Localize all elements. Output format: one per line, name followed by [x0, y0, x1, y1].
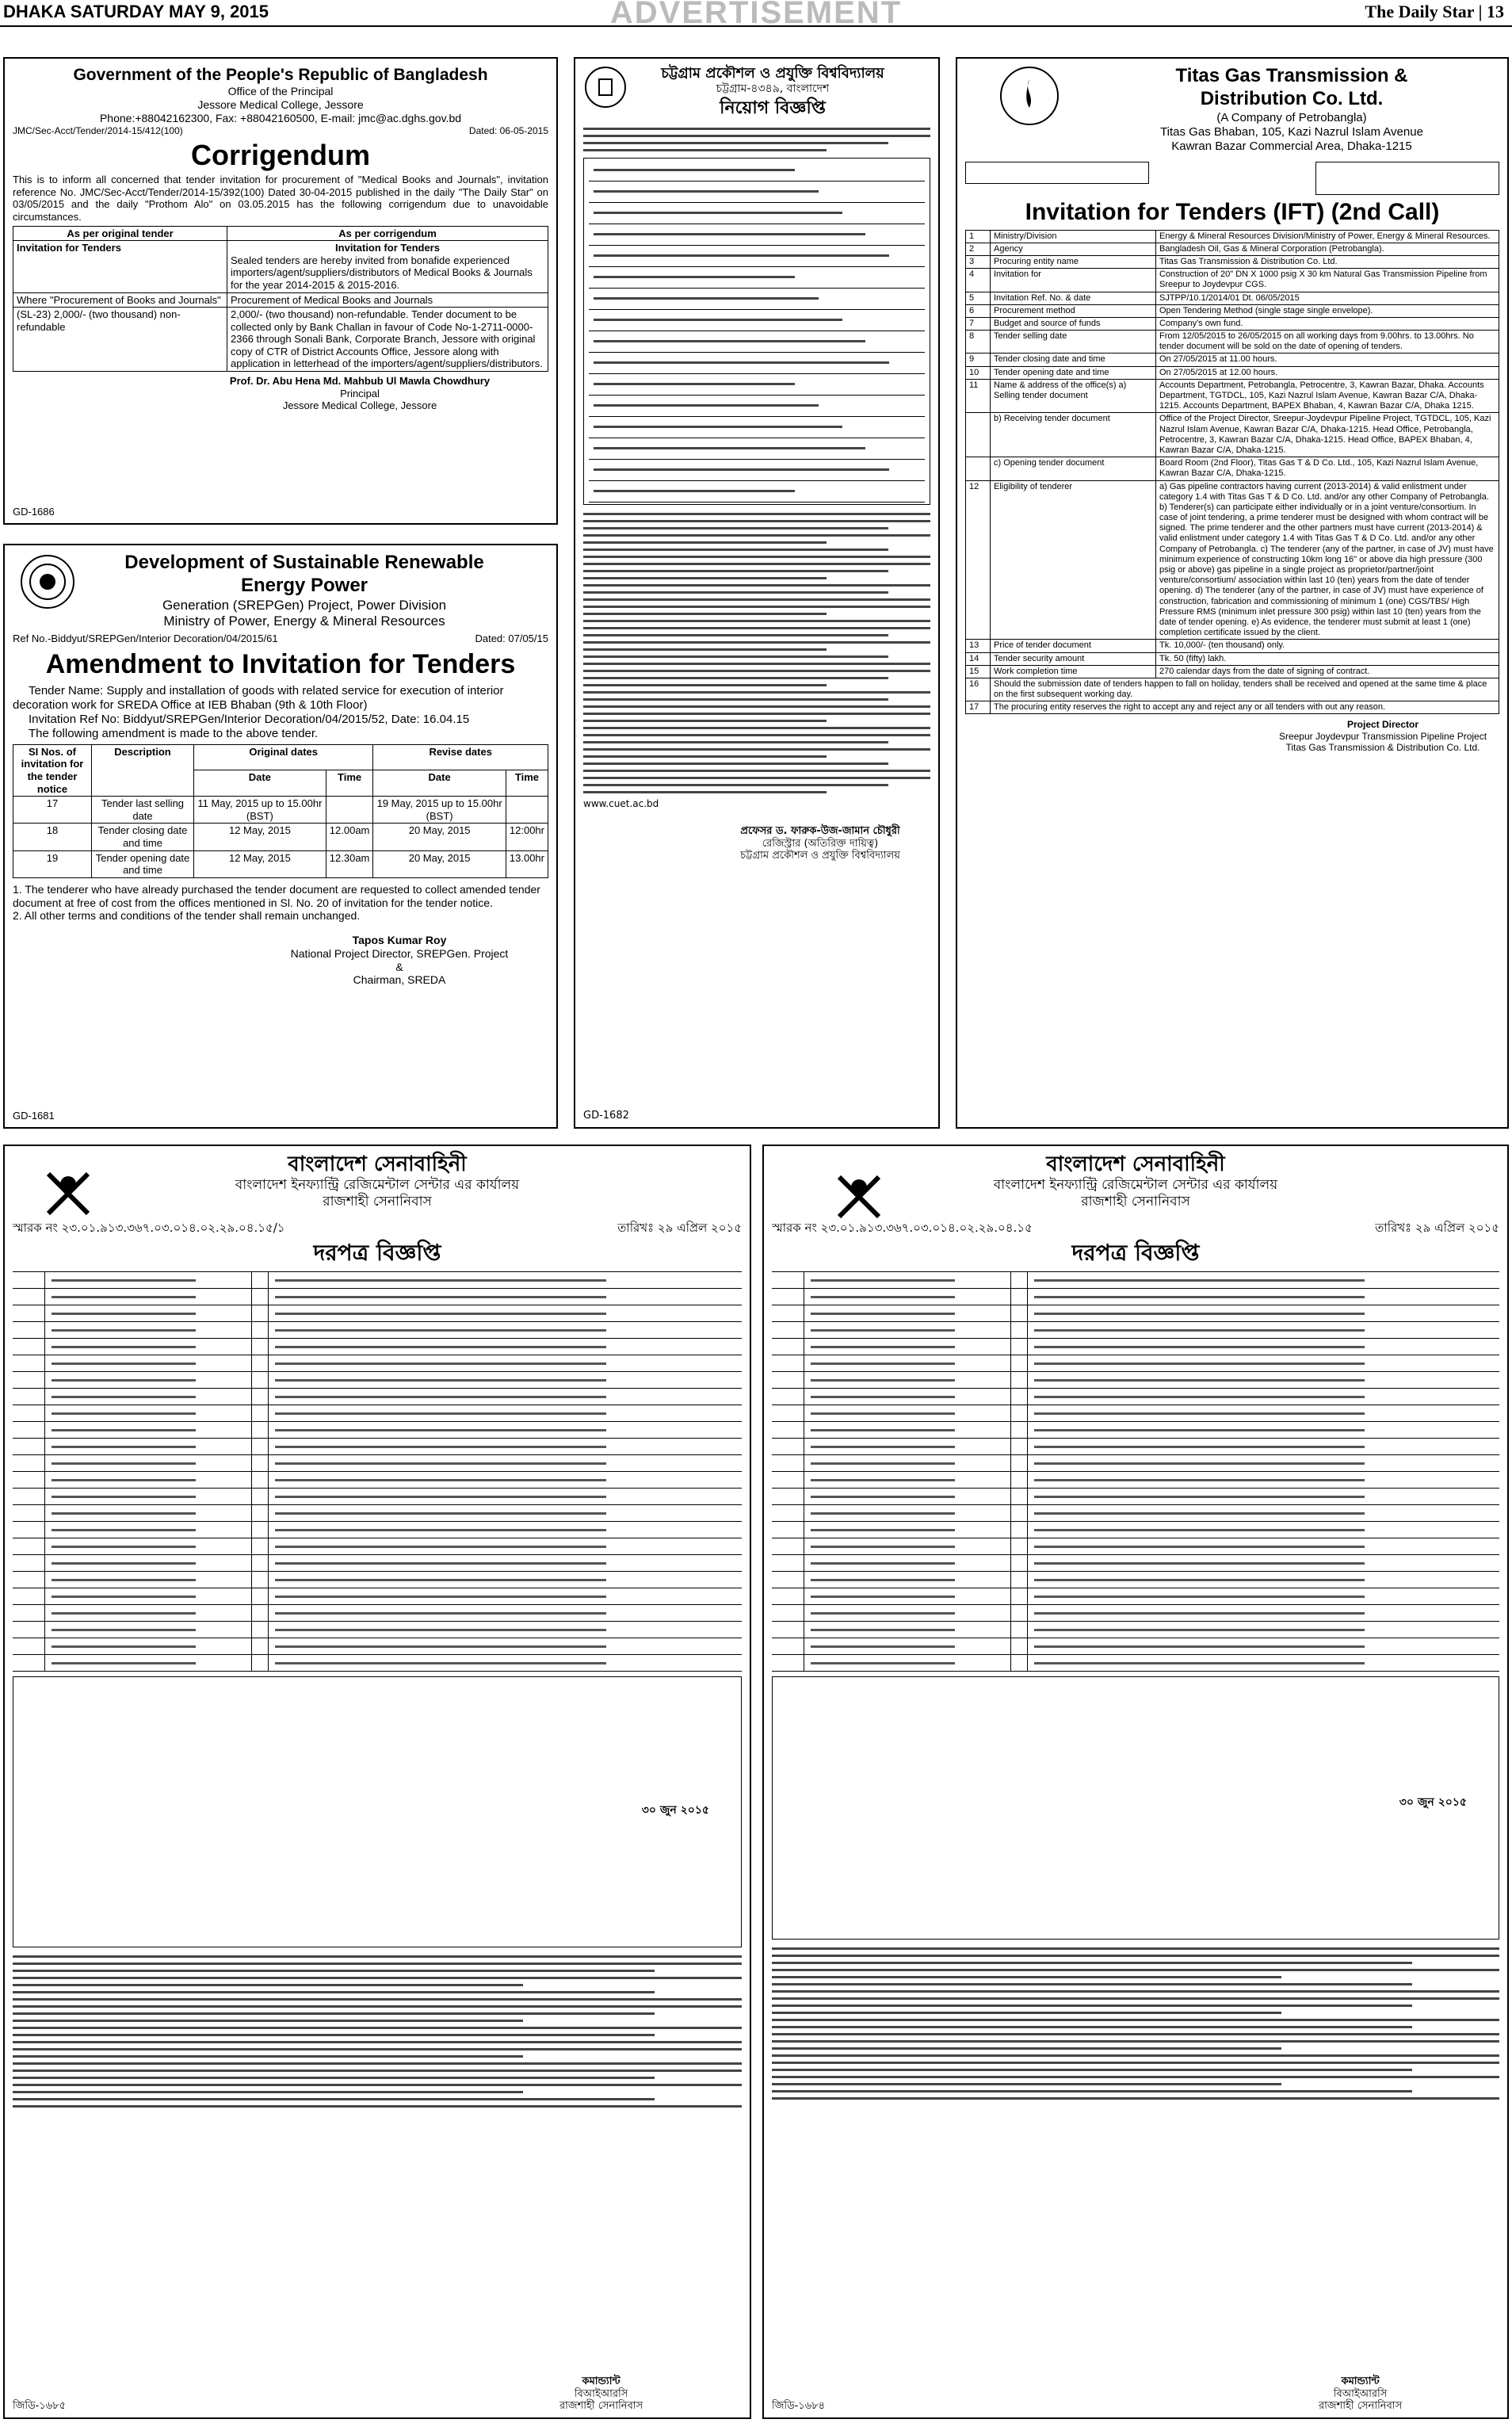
signatory-office: রাজশাহী সেনানিবাস — [1319, 2400, 1403, 2413]
table-cell: 270 calendar days from the date of signing of contract. — [1156, 665, 1499, 678]
table-cell: On 27/05/2015 at 11.00 hours. — [1156, 354, 1499, 366]
table-cell: 17 — [966, 701, 991, 714]
table-row — [772, 1638, 1499, 1655]
post-item — [589, 267, 925, 289]
university-logo-icon — [585, 67, 626, 108]
post-item — [589, 396, 925, 417]
table-row — [13, 1489, 742, 1505]
post-item — [589, 481, 925, 503]
table-cell: From 12/05/2015 to 26/05/2015 on all working days from 9.00hrs. to 13.00hrs. No tender document will be sold on the date of opening of tenders. — [1156, 331, 1499, 354]
table-cell: Name & address of the office(s) a) Selling tender document — [991, 379, 1156, 413]
ad-subtitle: রাজশাহী সেনানিবাস — [323, 1193, 432, 1210]
table-cell: Tender opening date and time — [92, 850, 194, 877]
table-cell: 2,000/- (two thousand) non-refundable. Tender document to be collected only by Bank Challan in favour of Code No-1-2711-0000-2366 through Sonali Bank, Corporate Branch, Jessore with original copy of CTR of District Accounts Office, Jessore along with application in letterhead of the importers/agent/suppliers/distributors. — [227, 308, 548, 372]
table-row — [772, 1522, 1499, 1538]
table-cell: 16 — [966, 678, 991, 701]
table-cell: Board Room (2nd Floor), Titas Gas T & D Co. Ltd., 105, Kazi Nazrul Islam Avenue, Kawran Bazar C/A, Dhaka-1215. — [1156, 457, 1499, 480]
signatory-name: Tapos Kumar Roy — [352, 934, 447, 947]
company-note: (A Company of Petrobangla) — [1216, 110, 1367, 124]
table-cell: Tender security amount — [991, 652, 1156, 665]
gd-number: জিডি-১৬৮৫ — [13, 2400, 67, 2413]
table-cell: Tender last selling date — [92, 797, 194, 824]
ad-title: বাংলাদেশ সেনাবাহিনী — [1046, 1152, 1225, 1176]
table-row — [13, 1339, 742, 1355]
memo-date: তারিখঃ ২৯ এপ্রিল ২০১৫ — [617, 1220, 742, 1235]
post-item — [589, 224, 925, 246]
table-row — [966, 230, 1499, 243]
table-row — [772, 1305, 1499, 1322]
table-header: Revise dates — [373, 744, 548, 770]
table-row — [966, 652, 1499, 665]
table-cell: 20 May, 2015 — [373, 850, 506, 877]
table-cell: 1 — [966, 230, 991, 243]
company-name: Distribution Co. Ltd. — [1200, 87, 1384, 109]
table-cell: 6 — [966, 304, 991, 317]
corrigendum-table — [13, 226, 548, 373]
table-cell: 13 — [966, 640, 991, 652]
table-row — [13, 1422, 742, 1439]
website-link[interactable]: www.cuet.ac.bd — [583, 797, 659, 809]
table-header: As per corrigendum — [227, 226, 548, 241]
table-row — [772, 1555, 1499, 1572]
signatory-office: চট্টগ্রাম প্রকৌশল ও প্রযুক্তি বিশ্ববিদ্যালয় — [740, 850, 900, 862]
table-cell — [966, 413, 991, 457]
table-cell: Bangladesh Oil, Gas & Mineral Corporation (Petrobangla). — [1156, 243, 1499, 255]
signatory-name: প্রফেসর ড. ফারুক-উজ-জামান চৌধুরী — [740, 825, 900, 838]
titas-logo-icon — [1000, 67, 1059, 125]
table-row — [13, 1289, 742, 1305]
post-item — [589, 438, 925, 460]
gov-title: Government of the People's Republic of Bangladesh — [73, 66, 488, 84]
table-cell: 7 — [966, 317, 991, 330]
table-row — [966, 255, 1499, 268]
table-row — [966, 480, 1499, 640]
table-cell: Tender closing date and time — [991, 354, 1156, 366]
table-header: Date — [194, 770, 326, 797]
memo-date: Dated: 06-05-2015 — [468, 124, 548, 136]
ad-note: 2. All other terms and conditions of the tender shall remain unchanged. — [13, 909, 361, 923]
deadline: ৩০ জুন ২০১৫ — [641, 1803, 709, 1817]
post-item — [589, 353, 925, 374]
table-row — [13, 1372, 742, 1389]
signatory-office: রাজশাহী সেনানিবাস — [559, 2400, 643, 2413]
table-cell: 18 — [13, 824, 92, 850]
other-conditions — [13, 1955, 742, 2108]
table-cell: Agency — [991, 243, 1156, 255]
table-row — [966, 678, 1499, 701]
signatory-role: National Project Director, SREPGen. Project — [290, 946, 509, 960]
office-line: Jessore Medical College, Jessore — [197, 97, 364, 111]
table-cell: 8 — [966, 331, 991, 354]
table-cell: Invitation Ref. No. & date — [991, 292, 1156, 304]
table-cell: Invitation for Tenders — [13, 241, 227, 292]
table-cell: 12:00hr — [506, 824, 548, 850]
ift-table — [965, 230, 1499, 715]
table-row — [772, 1588, 1499, 1605]
ad-subtitle: Ministry of Power, Energy & Mineral Resources — [163, 613, 445, 629]
post-item — [589, 331, 925, 353]
signatory-role: কমান্ড্যান্ট — [1341, 2375, 1380, 2388]
table-row — [966, 413, 1499, 457]
table-cell: 12.30am — [326, 850, 373, 877]
university-address: চট্টগ্রাম-৪৩৪৯, বাংলাদেশ — [716, 82, 830, 95]
table-cell: 12 May, 2015 — [194, 824, 326, 850]
post-item — [589, 203, 925, 224]
table-row — [966, 331, 1499, 354]
table-cell: 17 — [13, 797, 92, 824]
table-cell — [506, 797, 548, 824]
table-cell: Office of the Project Director, Sreepur-Joydevpur Pipeline Project, TGTDCL, 105, Kazi Nazrul Islam Avenue, Kawran Bazar C/A, Dhaka-1215. Head Office, Petrobangla, Petrocentre, 3, Kawran Bazar C/A, Dhaka-1215. Head Office, BAPEX Bhaban, 4, Kawran Bazar C/A, Dhaka-1215. — [1156, 413, 1499, 457]
table-row — [966, 292, 1499, 304]
army-crest-icon — [36, 1162, 100, 1225]
table-row — [966, 379, 1499, 413]
work-items-table — [13, 1676, 742, 1947]
signatory-office: Titas Gas Transmission & Distribution Co. Ltd. — [1285, 742, 1480, 754]
slogan-box — [1315, 162, 1499, 195]
post-item — [589, 417, 925, 438]
table-row — [772, 1455, 1499, 1472]
table-cell: SJTPP/10.1/2014/01 Dt. 06/05/2015 — [1156, 292, 1499, 304]
table-cell: c) Opening tender document — [991, 457, 1156, 480]
table-cell: Invitation for — [991, 269, 1156, 292]
table-row — [13, 1305, 742, 1322]
conditions-text — [583, 513, 930, 793]
signatory-name: Prof. Dr. Abu Hena Md. Mahbub Ul Mawla Chowdhury — [229, 375, 491, 388]
table-row — [13, 1638, 742, 1655]
signatory-role: Principal — [340, 387, 380, 399]
ad-body: This is to inform all concerned that tender invitation for procurement of "Medical Books and Journals", invitation reference No. JMC/Sec-Acct/Tender/2014-15/392(100) Dated 30-04-2015 published in the daily "The Daily Star" on 03/05/2015 and the daily "Prothom Alo" on 03.05.2015 has the following corrigendum due to unavoidable circumstances. — [13, 174, 548, 223]
table-row — [966, 457, 1499, 480]
table-cell: 20 May, 2015 — [373, 824, 506, 850]
table-cell: Tender closing date and time — [92, 824, 194, 850]
ad-body-text — [583, 128, 930, 151]
bangladesh-emblem-icon — [21, 555, 74, 609]
army-crest-icon — [827, 1165, 891, 1229]
table-row — [13, 797, 548, 824]
table-row — [13, 1555, 742, 1572]
table-cell: Procurement method — [991, 304, 1156, 317]
table-row — [13, 1572, 742, 1588]
signatory-role: রেজিস্ট্রার (অতিরিক্ত দায়িত্ব) — [762, 837, 879, 850]
post-item — [589, 374, 925, 396]
company-address: Titas Gas Bhaban, 105, Kazi Nazrul Islam Avenue — [1160, 124, 1423, 139]
table-cell: Tender opening date and time — [991, 366, 1156, 379]
srepgen-ad — [3, 544, 558, 1129]
table-cell: Price of tender document — [991, 640, 1156, 652]
ad-heading: Corrigendum — [190, 138, 370, 171]
post-item — [589, 460, 925, 481]
memo-no: স্মারক নং ২৩.০১.৯১৩.৩৬৭.০৩.০১৪.০২.২৯.০৪.১৫/১ — [13, 1220, 285, 1235]
contact-line: Phone:+88042162300, Fax: +88042160500, E-mail: jmc@ac.dghs.gov.bd — [99, 111, 462, 124]
table-cell: 11 May, 2015 up to 15.00hr (BST) — [194, 797, 326, 824]
table-header: Description — [92, 744, 194, 796]
table-row — [772, 1339, 1499, 1355]
table-row — [13, 1538, 742, 1555]
post-item — [589, 182, 925, 203]
table-row — [13, 1472, 742, 1489]
masthead: The Daily Star | 13 — [1365, 2, 1504, 21]
table-row — [772, 1272, 1499, 1289]
table-cell: Budget and source of funds — [991, 317, 1156, 330]
table-cell: 15 — [966, 665, 991, 678]
table-row — [13, 1389, 742, 1405]
signatory-role: কমান্ড্যান্ট — [582, 2375, 620, 2388]
slogan-box — [965, 162, 1149, 184]
signatory-office: বিআইআরসি — [574, 2387, 628, 2400]
table-header: As per original tender — [13, 226, 227, 241]
table-row — [966, 366, 1499, 379]
company-address: Kawran Bazar Commercial Area, Dhaka-1215 — [1171, 139, 1412, 153]
memo-date: তারিখঃ ২৯ এপ্রিল ২০১৫ — [1375, 1220, 1499, 1235]
table-row — [966, 640, 1499, 652]
ad-note: 1. The tenderer who have already purchased the tender document are requested to collect amended tender document at free of cost from the offices mentioned in Sl. No. 20 of invitation for the tender notice. — [13, 882, 540, 909]
army-tender-ad-1 — [3, 1145, 751, 2419]
table-row — [13, 1522, 742, 1538]
table-row — [772, 1289, 1499, 1305]
ad-body: The following amendment is made to the above tender. — [29, 726, 319, 740]
table-cell: 12 May, 2015 — [194, 850, 326, 877]
table-row — [13, 1655, 742, 1672]
table-header: SI Nos. of invitation for the tender notice — [13, 744, 92, 796]
table-row — [772, 1655, 1499, 1672]
gd-number: জিডি-১৬৮৪ — [772, 2400, 826, 2413]
amendment-table — [13, 744, 548, 878]
table-row — [13, 850, 548, 877]
table-row — [772, 1572, 1499, 1588]
table-cell: Construction of 20" DN X 1000 psig X 30 km Natural Gas Transmission Pipeline from Sreepur to Joydevpur CGS. — [1156, 269, 1499, 292]
table-cell: On 27/05/2015 at 12.00 hours. — [1156, 366, 1499, 379]
table-row — [772, 1622, 1499, 1638]
post-item — [589, 289, 925, 310]
ad-heading: Invitation for Tenders (IFT) (2nd Call) — [1025, 198, 1440, 225]
memo-no: স্মারক নং ২৩.০১.৯১৩.৩৬৭.০৩.০১৪.০২.২৯.০৪.১৫ — [772, 1220, 1033, 1235]
table-row — [13, 1605, 742, 1622]
table-cell: Where "Procurement of Books and Journals" — [13, 292, 227, 308]
table-cell: b) Receiving tender document — [991, 413, 1156, 457]
table-row — [772, 1355, 1499, 1372]
table-header: Date — [373, 770, 506, 797]
work-items-table — [772, 1676, 1499, 1940]
table-cell: Open Tendering Method (single stage single envelope). — [1156, 304, 1499, 317]
signatory-role: Chairman, SREDA — [353, 973, 446, 987]
table-row — [772, 1422, 1499, 1439]
table-cell: 10 — [966, 366, 991, 379]
ad-subtitle: Generation (SREPGen) Project, Power Division — [162, 597, 447, 613]
table-cell: 5 — [966, 292, 991, 304]
ad-title: Energy Power — [240, 574, 368, 596]
post-item — [589, 246, 925, 267]
titas-ad — [956, 57, 1509, 1129]
table-cell: The procuring entity reserves the right to accept any and reject any or all tenders with out any reason. — [991, 701, 1499, 714]
corrigendum-ad — [3, 57, 558, 525]
ad-heading: দরপত্র বিজ্ঞপ্তি — [1071, 1239, 1200, 1266]
table-row — [966, 354, 1499, 366]
ad-title: বাংলাদেশ সেনাবাহিনী — [288, 1152, 467, 1176]
table-cell: 19 May, 2015 up to 15.00hr (BST) — [373, 797, 506, 824]
table-row — [13, 1439, 742, 1455]
table-row — [13, 1405, 742, 1422]
table-cell: Invitation for Tenders Sealed tenders are hereby invited from bonafide experienced importers/agent/suppliers/distributors of Medical Books & Journals for the year 2014-2015 & 2015-2016. — [227, 241, 548, 292]
table-cell: (SL-23) 2,000/- (two thousand) non-refundable — [13, 308, 227, 372]
cuet-ad — [574, 57, 940, 1129]
ad-title: Development of Sustainable Renewable — [124, 552, 484, 573]
page-header — [0, 0, 1512, 30]
ad-heading: Amendment to Invitation for Tenders — [45, 648, 516, 679]
table-cell: Tk. 10,000/- (ten thousand) only. — [1156, 640, 1499, 652]
table-header: Time — [506, 770, 548, 797]
signatory-office: Jessore Medical College, Jessore — [282, 399, 437, 412]
table-cell: 13.00hr — [506, 850, 548, 877]
table-cell: Titas Gas Transmission & Distribution Co. Ltd. — [1156, 255, 1499, 268]
table-cell: 12.00am — [326, 824, 373, 850]
table-row — [772, 1322, 1499, 1339]
table-cell: Company's own fund. — [1156, 317, 1499, 330]
ad-subtitle: রাজশাহী সেনানিবাস — [1081, 1193, 1190, 1210]
table-cell: Energy & Mineral Resources Division/Ministry of Power, Energy & Mineral Resources. — [1156, 230, 1499, 243]
table-cell: Work completion time — [991, 665, 1156, 678]
office-line: Office of the Principal — [227, 85, 334, 98]
table-cell: 2 — [966, 243, 991, 255]
table-row — [966, 243, 1499, 255]
table-cell: 4 — [966, 269, 991, 292]
table-cell: Procuring entity name — [991, 255, 1156, 268]
gd-number: GD-1681 — [13, 1110, 55, 1122]
table-row — [772, 1538, 1499, 1555]
ref-date: Dated: 07/05/15 — [475, 633, 548, 645]
table-header: Time — [326, 770, 373, 797]
table-row — [13, 1505, 742, 1522]
table-cell: 12 — [966, 480, 991, 640]
table-cell: Eligibility of tenderer — [991, 480, 1156, 640]
table-cell: Accounts Department, Petrobangla, Petrocentre, 3, Kawran Bazar, Dhaka. Accounts Department, TGTDCL, 105, Kazi Nazrul Islam Avenue, Kawran Bazar C/A, Dhaka-1215. Accounts Department, BAPEX Bhaban, 4, Kawran Bazar C/A, Dhaka 1215. — [1156, 379, 1499, 413]
memo-no: JMC/Sec-Acct/Tender/2014-15/412(100) — [13, 124, 183, 136]
table-cell: Procurement of Medical Books and Journals — [227, 292, 548, 308]
ad-subtitle: বাংলাদেশ ইনফ্যান্ট্রি রেজিমেন্টাল সেন্টার এর কার্যালয় — [235, 1177, 520, 1194]
table-row — [13, 1272, 742, 1289]
post-item — [589, 310, 925, 331]
table-row — [966, 665, 1499, 678]
signatory-office: Sreepur Joydevpur Transmission Pipeline Project — [1278, 730, 1487, 742]
ad-heading: নিয়োগ বিজ্ঞপ্তি — [720, 98, 826, 119]
table-cell: 3 — [966, 255, 991, 268]
table-cell: Tender selling date — [991, 331, 1156, 354]
university-name: চট্টগ্রাম প্রকৌশল ও প্রযুক্তি বিশ্ববিদ্যালয় — [661, 65, 884, 82]
table-row — [966, 304, 1499, 317]
table-row — [772, 1372, 1499, 1389]
signatory-role: Project Director — [1346, 719, 1419, 731]
table-cell: 19 — [13, 850, 92, 877]
table-header: Original dates — [194, 744, 373, 770]
table-cell: a) Gas pipeline contractors having current (2013-2014) & valid enlistment under category 1.4 with Titas Gas T & D Co. Ltd. and/or any other Company of Petrobangla. b) Tenderer(s) can participate either individually or in a joint venture/consortium. In case of joint tendering, a prime tenderer must be designed with whom contract will be signed. The prime tenderer and the other partners must have current (2013-2014) & valid enlistment under category 1.4 with Titas Gas T & D Co. Ltd. and/or any other Company of Petrobangla. c) The tenderer (any of the partner, in case of JV) must have minimum experience of constructing 10km long 16" or above dia high pressure (300 psig or above) gas pipeline in a single project as proprietor/partner/joint venture/consortium/ association within last 10 (ten) years from the date of tender opening. d) The tenderer (any of the partner, in case of JV) must have experience of construction, fabrication and commissioning of minimum 1 (one) CGS/TBS/ High Pressure RMS (minimum inlet pressure 300 psig) within last 10 (ten) years from the date of tender opening. e) As evidence, the tenderer must submit at least 1 (one) completion certificate issued by the client. — [1156, 480, 1499, 640]
signatory-role: & — [395, 960, 403, 973]
ad-body: Invitation Ref No: Biddyut/SREPGen/Interior Decoration/04/2015/52, Date: 16.04.15 — [29, 712, 470, 726]
table-row — [13, 824, 548, 850]
table-cell: Tk. 50 (fifty) lakh. — [1156, 652, 1499, 665]
gd-number: GD-1682 — [583, 1110, 629, 1122]
ad-body: Tender Name: Supply and installation of goods with related service for execution of interior decoration work for SREDA Office at IEB Bhaban (9th & 10th Floor) — [13, 683, 504, 712]
table-cell: 11 — [966, 379, 991, 413]
table-row — [772, 1605, 1499, 1622]
ref-no: Ref No.-Biddyut/SREPGen/Interior Decoration/04/2015/61 — [13, 633, 278, 645]
table-row — [772, 1439, 1499, 1455]
ad-heading: দরপত্র বিজ্ঞপ্তি — [313, 1239, 441, 1266]
table-row — [966, 701, 1499, 714]
table-row — [966, 269, 1499, 292]
table-cell — [326, 797, 373, 824]
post-item — [589, 160, 925, 182]
army-tender-ad-2 — [762, 1145, 1509, 2419]
table-row — [13, 1588, 742, 1605]
ad-subtitle: বাংলাদেশ ইনফ্যান্ট্রি রেজিমেন্টাল সেন্টার এর কার্যালয় — [993, 1177, 1278, 1194]
table-cell: Ministry/Division — [991, 230, 1156, 243]
company-name: Titas Gas Transmission & — [1175, 65, 1408, 86]
table-row — [966, 317, 1499, 330]
table-row — [772, 1505, 1499, 1522]
section-title: ADVERTISEMENT — [609, 0, 903, 30]
deadline: ৩০ জুন ২০১৫ — [1399, 1795, 1467, 1809]
table-cell: 14 — [966, 652, 991, 665]
post-list — [583, 158, 930, 505]
table-row — [13, 1622, 742, 1638]
table-cell — [966, 457, 991, 480]
table-row — [772, 1489, 1499, 1505]
table-row — [13, 1322, 742, 1339]
table-cell: Should the submission date of tenders happen to fall on holiday, tenders shall be received and opened at the same time & place on the first subsequent working day. — [991, 678, 1499, 701]
table-row — [772, 1389, 1499, 1405]
table-row — [772, 1405, 1499, 1422]
table-row — [13, 1455, 742, 1472]
tender-info-table — [772, 1271, 1499, 1672]
signatory-office: বিআইআরসি — [1333, 2387, 1388, 2400]
gd-number: GD-1686 — [13, 506, 55, 518]
tender-info-table — [13, 1271, 742, 1672]
table-row — [772, 1472, 1499, 1489]
table-row — [13, 1355, 742, 1372]
dateline: DHAKA SATURDAY MAY 9, 2015 — [3, 2, 269, 21]
other-conditions — [772, 1947, 1499, 2100]
table-cell: 9 — [966, 354, 991, 366]
